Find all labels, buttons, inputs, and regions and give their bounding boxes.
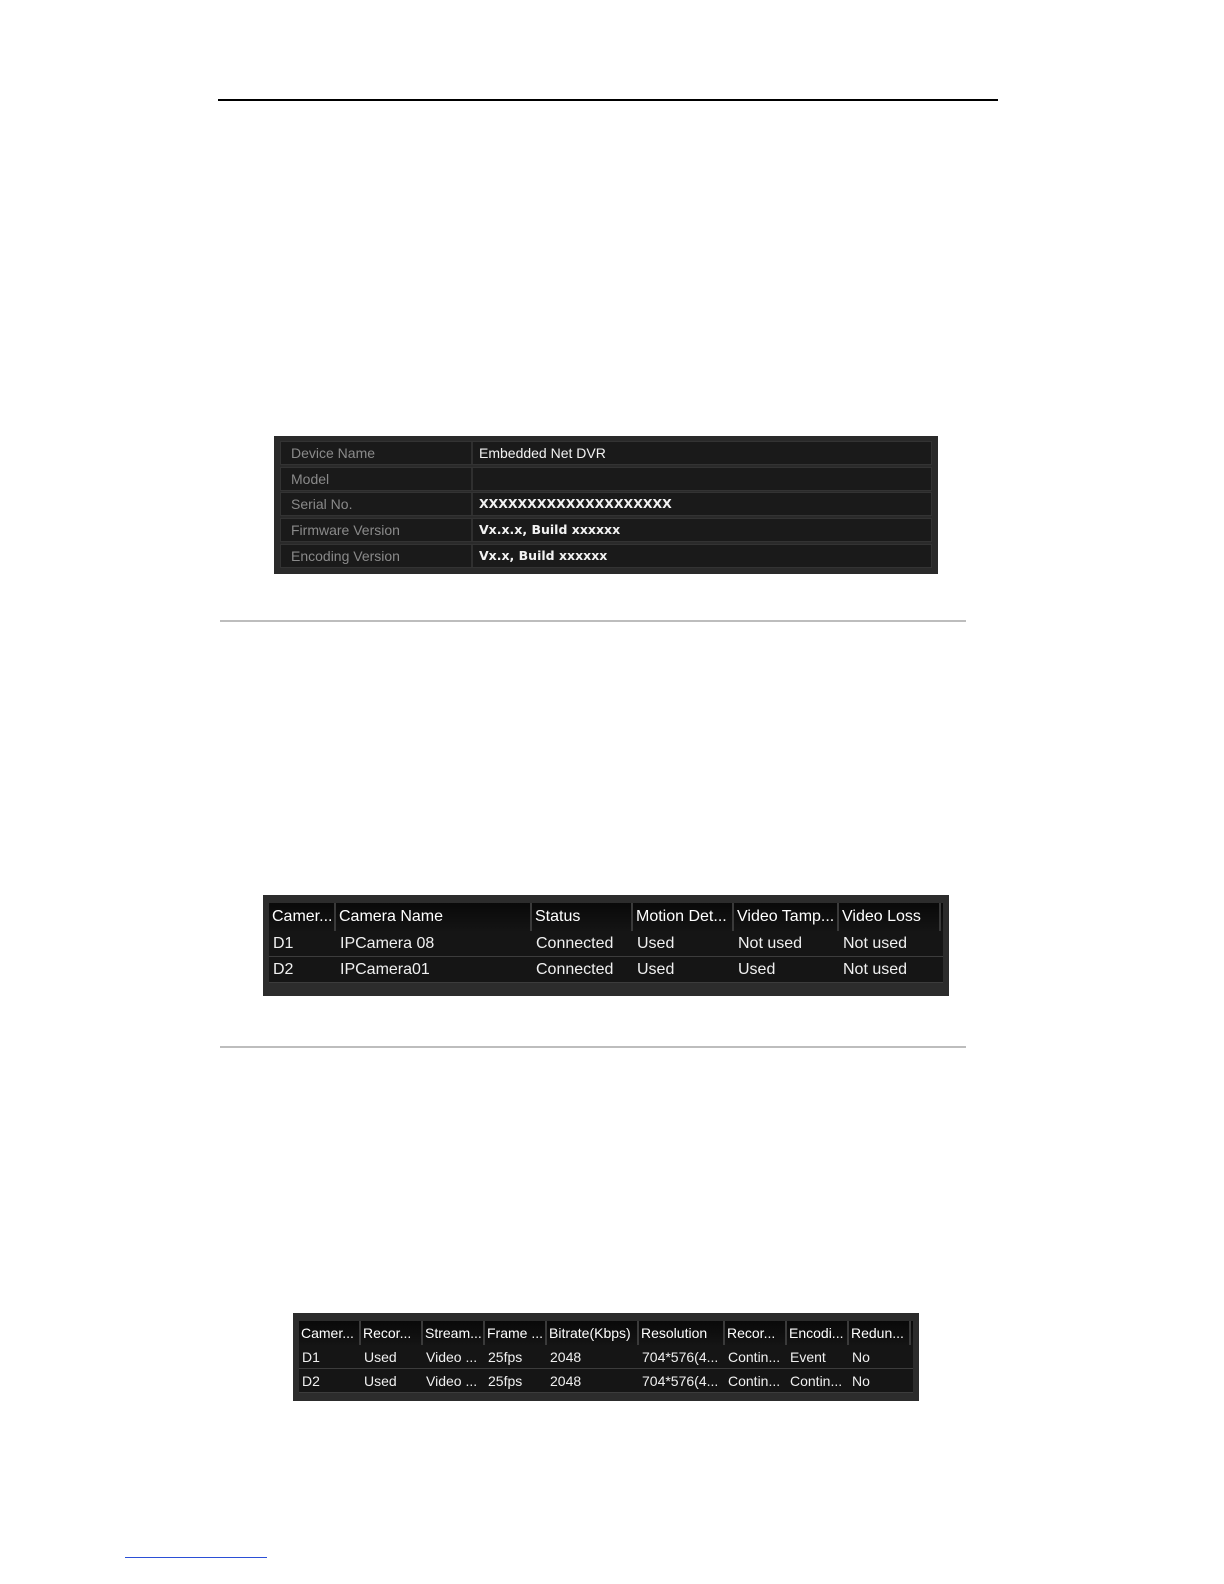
table-cell: Used (364, 1349, 397, 1365)
info-label: Serial No. (281, 493, 473, 515)
table-cell: Video ... (426, 1349, 478, 1365)
table-row[interactable] (269, 931, 943, 957)
column-header[interactable]: Recor... (725, 1321, 787, 1345)
record-status-table (293, 1313, 919, 1401)
table-cell: D2 (273, 961, 294, 978)
footnote-rule (125, 1557, 267, 1558)
table-cell: Not used (738, 935, 803, 952)
column-header[interactable]: Recor... (361, 1321, 423, 1345)
info-label: Device Name (281, 442, 473, 464)
info-value: XXXXXXXXXXXXXXXXXXXX (479, 496, 672, 512)
info-value: Embedded Net DVR (479, 445, 606, 461)
header-rule (218, 99, 998, 101)
column-header[interactable]: Frame ... (485, 1321, 547, 1345)
device-info-panel (274, 436, 938, 574)
table-cell: Used (738, 961, 776, 978)
info-row-firmware (280, 518, 932, 542)
table-cell: D1 (302, 1349, 320, 1365)
table-cell: 704*576(4... (642, 1349, 719, 1365)
section-divider (220, 1046, 966, 1048)
info-row-device-name (280, 441, 932, 465)
column-header[interactable]: Camer... (299, 1321, 361, 1345)
info-row-model (280, 467, 932, 491)
table-cell: Connected (536, 935, 614, 952)
info-row-serial (280, 492, 932, 516)
info-value (473, 468, 931, 490)
column-header[interactable]: Status (532, 903, 633, 931)
table-cell: 25fps (488, 1349, 523, 1365)
table-cell: Video ... (426, 1373, 478, 1389)
table-cell: Used (637, 935, 675, 952)
column-header[interactable]: Motion Det... (633, 903, 734, 931)
table-row[interactable] (299, 1345, 913, 1369)
table-cell: Event (790, 1349, 826, 1365)
info-label: Model (281, 468, 473, 490)
info-label: Encoding Version (281, 545, 473, 567)
table-cell: Not used (843, 935, 908, 952)
column-header[interactable]: Encodi... (787, 1321, 849, 1345)
column-header[interactable]: Video Tamp... (734, 903, 839, 931)
table-cell: 2048 (550, 1349, 582, 1365)
table-row[interactable] (269, 957, 943, 983)
column-header[interactable]: Stream... (423, 1321, 485, 1345)
column-header[interactable]: Video Loss (839, 903, 941, 931)
table-cell: No (852, 1349, 870, 1365)
info-value: Vx.x, Build xxxxxx (479, 547, 608, 563)
column-header[interactable]: Camera Name (336, 903, 532, 931)
camera-status-table (263, 895, 949, 996)
table-row[interactable] (299, 1369, 913, 1393)
table-cell: 704*576(4... (642, 1373, 719, 1389)
table-cell: Connected (536, 961, 614, 978)
table-cell: D2 (302, 1373, 320, 1389)
table-header (269, 903, 943, 931)
column-header[interactable]: Bitrate(Kbps) (547, 1321, 639, 1345)
table-cell: No (852, 1373, 870, 1389)
table-cell: Used (364, 1373, 397, 1389)
table-cell: Contin... (728, 1373, 781, 1389)
table-cell: IPCamera 08 (340, 935, 435, 952)
table-cell: D1 (273, 935, 294, 952)
info-row-encoding (280, 544, 932, 568)
table-cell: Contin... (728, 1349, 781, 1365)
info-value: Vx.x.x, Build xxxxxx (479, 522, 621, 538)
table-header (299, 1321, 913, 1345)
table-cell: 2048 (550, 1373, 582, 1389)
table-cell: Used (637, 961, 675, 978)
info-label: Firmware Version (281, 519, 473, 541)
table-cell: Contin... (790, 1373, 843, 1389)
column-header[interactable]: Redun... (849, 1321, 911, 1345)
table-cell: IPCamera01 (340, 961, 430, 978)
column-header[interactable]: Resolution (639, 1321, 725, 1345)
column-header[interactable]: Camer... (269, 903, 336, 931)
table-cell: 25fps (488, 1373, 523, 1389)
section-divider (220, 620, 966, 622)
table-cell: Not used (843, 961, 908, 978)
